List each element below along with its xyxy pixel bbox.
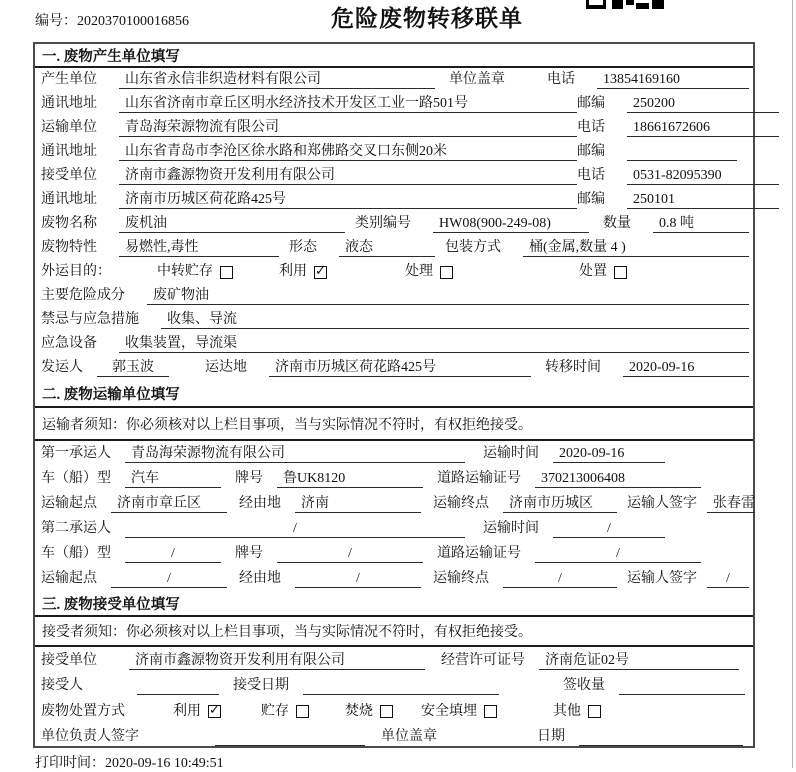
disposal-option-landfill	[421, 703, 497, 721]
plate-value: 鲁UK8120	[277, 470, 423, 488]
serial-value: 2020370100016856	[77, 14, 189, 29]
checkbox-storage	[220, 266, 233, 279]
producer-zip-value: 250200	[627, 95, 779, 113]
producer-label: 产生单位	[41, 72, 97, 87]
row-vehicle-1	[35, 466, 753, 491]
receiver-zip-value: 250101	[627, 191, 779, 209]
zip-label: 邮编	[577, 96, 605, 111]
receiver-address-value: 济南市历城区荷花路425号	[119, 191, 577, 209]
accept-date-value	[303, 677, 499, 695]
row-shipper	[35, 356, 753, 380]
operating-license-label: 经营许可证号	[441, 652, 525, 668]
responsible-sign-value	[215, 728, 365, 746]
checkbox-store	[296, 705, 309, 718]
transport-time-label: 运输时间	[483, 521, 539, 536]
hazard-label: 主要危险成分	[41, 288, 125, 303]
disposal-option-utilize	[173, 703, 221, 721]
unit-seal-label: 单位盖章	[449, 72, 505, 87]
print-time-value: 2020-09-16 10:49:51	[105, 756, 224, 771]
via-value: 济南	[295, 495, 421, 513]
receiver-value: 济南市鑫源物资开发利用有限公司	[119, 167, 577, 185]
transfer-time-label: 转移时间	[545, 360, 601, 375]
receiver-label: 接受单位	[41, 168, 97, 183]
route-start-value: /	[111, 570, 227, 588]
checkbox-dispose	[614, 266, 627, 279]
first-carrier-label: 第一承运人	[41, 446, 111, 461]
row-receive-unit	[35, 647, 753, 673]
section-producer	[35, 44, 753, 380]
receiver-phone-value: 0531-82095390	[627, 167, 779, 185]
transporter-value: 青岛海荣源物流有限公司	[119, 119, 577, 137]
purpose-option-dispose	[579, 263, 627, 281]
row-first-carrier	[35, 441, 753, 466]
option-text: 中转贮存	[157, 264, 213, 279]
row-producer-address	[35, 92, 753, 116]
hazard-value: 废矿物油	[147, 287, 749, 305]
row-transporter-address	[35, 140, 753, 164]
row-waste-property	[35, 236, 753, 260]
acceptor-value	[137, 677, 219, 695]
row-responsible-signature	[35, 724, 753, 750]
shipper-value: 郭玉波	[97, 359, 169, 377]
disposal-option-incinerate	[345, 703, 393, 721]
row-taboo-measures	[35, 308, 753, 332]
transporter-phone-value: 18661672606	[627, 119, 779, 137]
receive-unit-value: 济南市鑫源物资开发利用有限公司	[129, 652, 425, 670]
plate-label: 牌号	[235, 546, 263, 561]
route-start-label: 运输起点	[41, 571, 97, 586]
notice-text: 你必须核对以上栏目事项，当与实际情况不符时，有权拒绝接受。	[126, 417, 532, 433]
via-label: 经由地	[239, 496, 281, 511]
producer-value: 山东省永信非织造材料有限公司	[119, 71, 435, 89]
destination-label: 运达地	[205, 360, 247, 375]
row-transporter	[35, 116, 753, 140]
zip-label: 邮编	[577, 144, 605, 159]
carrier-sign-label: 运输人签字	[627, 496, 697, 511]
vehicle-type-value: /	[125, 545, 221, 563]
route-end-value: 济南市历城区	[503, 495, 617, 513]
operating-license-value: 济南危证02号	[539, 652, 739, 670]
checkbox-treat	[440, 266, 453, 279]
checkbox-incinerate	[380, 705, 393, 718]
plate-label: 牌号	[235, 471, 263, 486]
purpose-label: 外运目的：	[41, 264, 111, 279]
equipment-label: 应急设备	[41, 336, 97, 351]
purpose-option-treat	[405, 263, 453, 281]
receiver-notice	[35, 617, 753, 647]
road-license-value: /	[535, 545, 701, 563]
serial-label: 编号：	[35, 14, 77, 29]
road-license-label: 道路运输证号	[437, 546, 521, 561]
category-code-value: HW08(900-249-08)	[433, 215, 589, 233]
second-carrier-label: 第二承运人	[41, 521, 111, 536]
row-transfer-purpose	[35, 260, 753, 284]
disposal-option-other	[553, 703, 601, 721]
row-second-carrier	[35, 516, 753, 541]
receive-unit-label: 接受单位	[41, 652, 97, 668]
disposal-label: 废物处置方式	[41, 703, 125, 719]
option-text: 处置	[579, 264, 607, 279]
transporter-label: 运输单位	[41, 120, 97, 135]
checkbox-utilize	[208, 705, 221, 718]
row-vehicle-2	[35, 541, 753, 566]
document-title: 危险废物转移联单	[331, 6, 523, 31]
equipment-value: 收集装置，导流渠	[119, 335, 749, 353]
acceptor-label: 接受人	[41, 678, 83, 693]
notice-label: 运输者须知：	[42, 417, 126, 433]
waste-name-label: 废物名称	[41, 216, 97, 231]
form-label: 形态	[289, 240, 317, 255]
waste-property-label: 废物特性	[41, 240, 97, 255]
route-start-value: 济南市章丘区	[111, 495, 227, 513]
vehicle-type-value: 汽车	[125, 470, 221, 488]
address-label: 通讯地址	[41, 96, 97, 111]
taboo-label: 禁忌与应急措施	[41, 312, 139, 327]
transfer-time-value: 2020-09-16	[623, 359, 749, 377]
via-value: /	[295, 570, 421, 588]
route-end-label: 运输终点	[433, 496, 489, 511]
checkbox-landfill	[484, 705, 497, 718]
row-receiver-address	[35, 188, 753, 212]
section3-header: 三. 废物接受单位填写	[35, 591, 753, 617]
quantity-value: 0.8 吨	[653, 215, 749, 233]
transporter-notice	[35, 408, 753, 441]
option-text: 焚烧	[345, 703, 373, 719]
option-text: 安全填埋	[421, 703, 477, 719]
received-amount-label: 签收量	[563, 678, 605, 693]
option-text: 其他	[553, 703, 581, 719]
purpose-option-storage	[157, 263, 233, 281]
print-time-label: 打印时间：	[35, 756, 105, 771]
transporter-address-value: 山东省青岛市李沧区徐水路和郑佛路交叉口东侧20米	[119, 143, 577, 161]
shipper-label: 发运人	[41, 360, 83, 375]
route-end-label: 运输终点	[433, 571, 489, 586]
destination-value: 济南市历城区荷花路425号	[269, 359, 531, 377]
option-text: 贮存	[261, 703, 289, 719]
received-amount-value	[619, 677, 745, 695]
date-label: 日期	[537, 729, 565, 744]
responsible-sign-label: 单位负责人签字	[41, 729, 139, 744]
row-disposal-method	[35, 698, 753, 724]
address-label: 通讯地址	[41, 192, 97, 207]
print-time-line	[35, 752, 224, 772]
checkbox-other	[588, 705, 601, 718]
quantity-label: 数量	[603, 216, 631, 231]
row-receiver	[35, 164, 753, 188]
address-label: 通讯地址	[41, 144, 97, 159]
row-waste-name	[35, 212, 753, 236]
carrier-sign-value: 张春雷	[707, 495, 755, 513]
carrier-sign-value: /	[707, 570, 749, 588]
row-route-1	[35, 491, 753, 516]
route-end-value: /	[503, 570, 617, 588]
notice-label: 接受者须知：	[42, 625, 126, 640]
purpose-option-utilize	[279, 263, 327, 281]
row-acceptor	[35, 673, 753, 699]
transport-time-value: /	[553, 520, 665, 538]
option-text: 处理	[405, 264, 433, 279]
vehicle-type-label: 车（船）型	[41, 546, 111, 561]
section-receive	[35, 591, 753, 749]
second-carrier-value: /	[125, 520, 465, 538]
phone-label: 电话	[547, 72, 575, 87]
transport-time-value: 2020-09-16	[553, 445, 665, 463]
producer-phone-value: 13854169160	[597, 71, 749, 89]
row-route-2	[35, 566, 753, 591]
unit-seal-label: 单位盖章	[381, 729, 437, 744]
route-start-label: 运输起点	[41, 496, 97, 511]
road-license-value: 370213006408	[535, 470, 701, 488]
option-text: 利用	[279, 264, 307, 279]
vehicle-type-label: 车（船）型	[41, 471, 111, 486]
transporter-zip-value	[627, 143, 737, 161]
form-value: 液态	[339, 239, 435, 257]
disposal-option-store	[261, 703, 309, 721]
phone-label: 电话	[577, 168, 605, 183]
waste-property-value: 易燃性,毒性	[119, 239, 279, 257]
accept-date-label: 接受日期	[233, 678, 289, 693]
carrier-sign-label: 运输人签字	[627, 571, 697, 586]
taboo-value: 收集、导流	[161, 311, 749, 329]
zip-label: 邮编	[577, 192, 605, 207]
qr-code-icon	[586, 0, 670, 10]
section-transport	[35, 380, 753, 591]
checkbox-utilize	[314, 266, 327, 279]
section2-header: 二. 废物运输单位填写	[35, 380, 753, 408]
row-emergency-equipment	[35, 332, 753, 356]
road-license-label: 道路运输证号	[437, 471, 521, 486]
first-carrier-value: 青岛海荣源物流有限公司	[125, 445, 465, 463]
option-text: 利用	[173, 703, 201, 719]
packing-value: 桶(金属,数量 4 )	[523, 239, 749, 257]
producer-address-value: 山东省济南市章丘区明水经济技术开发区工业一路501号	[119, 95, 577, 113]
plate-value: /	[277, 545, 423, 563]
packing-label: 包装方式	[445, 240, 501, 255]
notice-text: 你必须核对以上栏目事项，当与实际情况不符时，有权拒绝接受。	[126, 625, 532, 640]
manifest-form	[33, 42, 755, 748]
serial-number-line	[35, 10, 189, 30]
section1-header: 一. 废物产生单位填写	[35, 44, 753, 68]
transport-time-label: 运输时间	[483, 446, 539, 461]
via-label: 经由地	[239, 571, 281, 586]
waste-name-value: 废机油	[119, 215, 345, 233]
category-code-label: 类别编号	[355, 216, 411, 231]
row-producer	[35, 68, 753, 92]
row-hazard-component	[35, 284, 753, 308]
date-value	[579, 728, 743, 746]
page-edge-line	[792, 0, 793, 768]
phone-label: 电话	[577, 120, 605, 135]
